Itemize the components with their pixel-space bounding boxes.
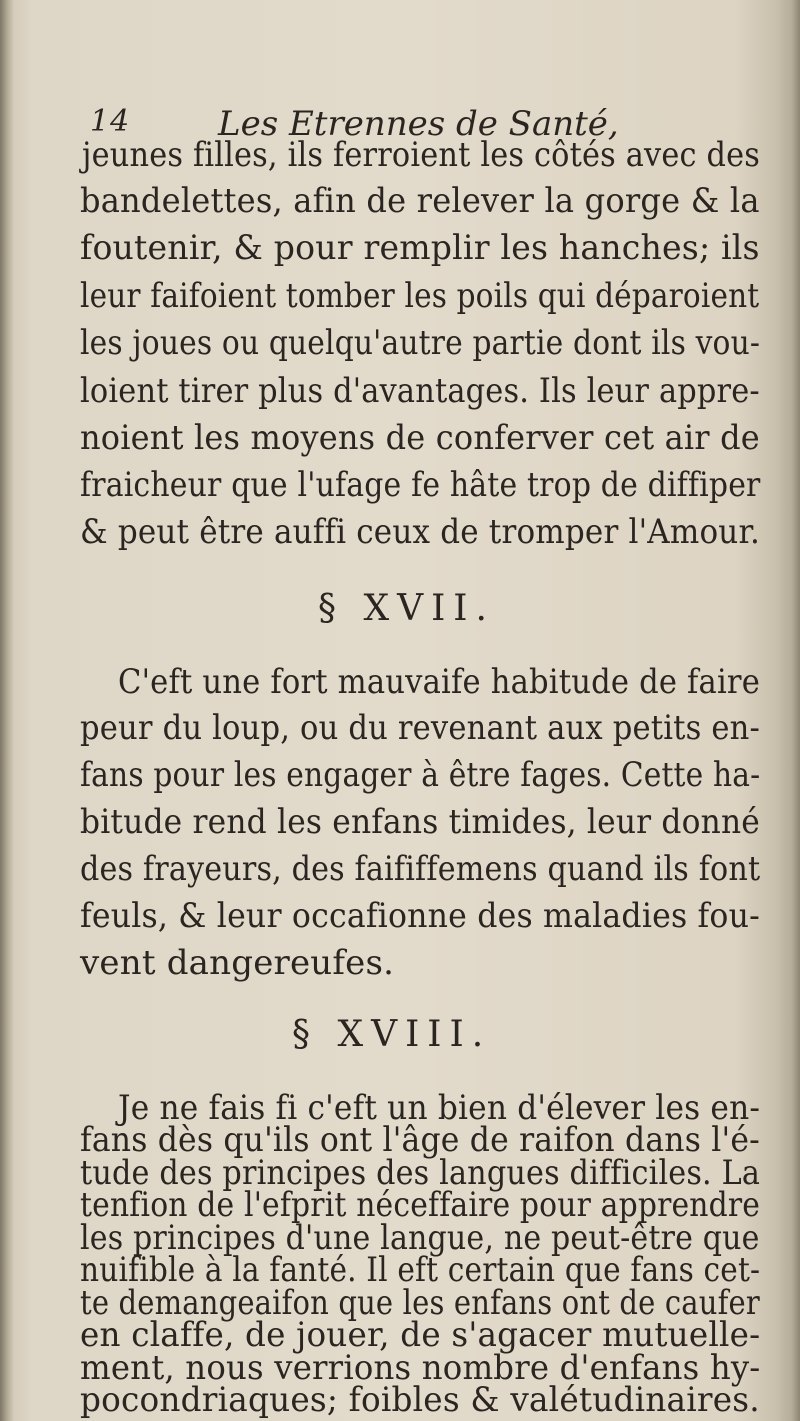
text-line: les principes d'une langue, ne peut-être que <box>80 1218 760 1258</box>
text-line: pocondriaques; foibles & valétudinaires. <box>80 1380 760 1420</box>
text-line: peur du loup, ou du revenant aux petits en- <box>80 708 761 748</box>
text-line: fans dès qu'ils ont l'âge de raifon dans l'é- <box>80 1120 760 1160</box>
text-line: tude des principes des langues difficiles. La <box>80 1153 761 1193</box>
section-heading-xvii: § XVII. <box>318 588 495 629</box>
section-heading-xviii: § XVIII. <box>292 1014 492 1055</box>
running-title: Les Etrennes de Santé, <box>218 104 619 144</box>
text-line: bandelettes, afin de relever la gorge & la <box>80 181 760 221</box>
text-line: vent dangereufes. <box>80 943 395 983</box>
text-line: en claffe, de jouer, de s'agacer mutuelle- <box>80 1315 761 1355</box>
text-line: ment, nous verrions nombre d'enfans hy- <box>80 1348 761 1388</box>
text-line: tenfion de l'efprit néceffaire pour apprendre <box>80 1185 761 1225</box>
text-line: nuifible à la fanté. Il eft certain que fans cet- <box>80 1250 761 1290</box>
text-line: & peut être auffi ceux de tromper l'Amour. <box>80 512 761 552</box>
text-line: fans pour les engager à être fages. Cette ha- <box>80 755 761 795</box>
page-number: 14 <box>90 104 131 139</box>
text-line: loient tirer plus d'avantages. Ils leur appre- <box>80 371 760 411</box>
text-line: te demangeaifon que les enfans ont de caufer <box>80 1283 760 1323</box>
text-line: Je ne fais fi c'eft un bien d'élever les en- <box>118 1088 761 1128</box>
text-line: noient les moyens de conferver cet air de <box>80 418 760 458</box>
text-line: bitude rend les enfans timides, leur donné <box>80 802 760 842</box>
text-line: C'eft une fort mauvaife habitude de faire <box>118 662 761 702</box>
text-line: foutenir, & pour remplir les hanches; ils <box>80 228 760 268</box>
text-line: leur faifoient tomber les poils qui déparoient <box>80 276 760 316</box>
text-line: fraicheur que l'ufage fe hâte trop de diffiper <box>80 465 761 505</box>
text-line: des frayeurs, des faififfemens quand ils font <box>80 849 761 889</box>
text-line: les joues ou quelqu'autre partie dont ils vou- <box>80 323 761 363</box>
text-line: feuls, & leur occafionne des maladies fou- <box>80 896 760 936</box>
text-line: jeunes filles, ils ferroient les côtés avec des <box>82 135 761 175</box>
